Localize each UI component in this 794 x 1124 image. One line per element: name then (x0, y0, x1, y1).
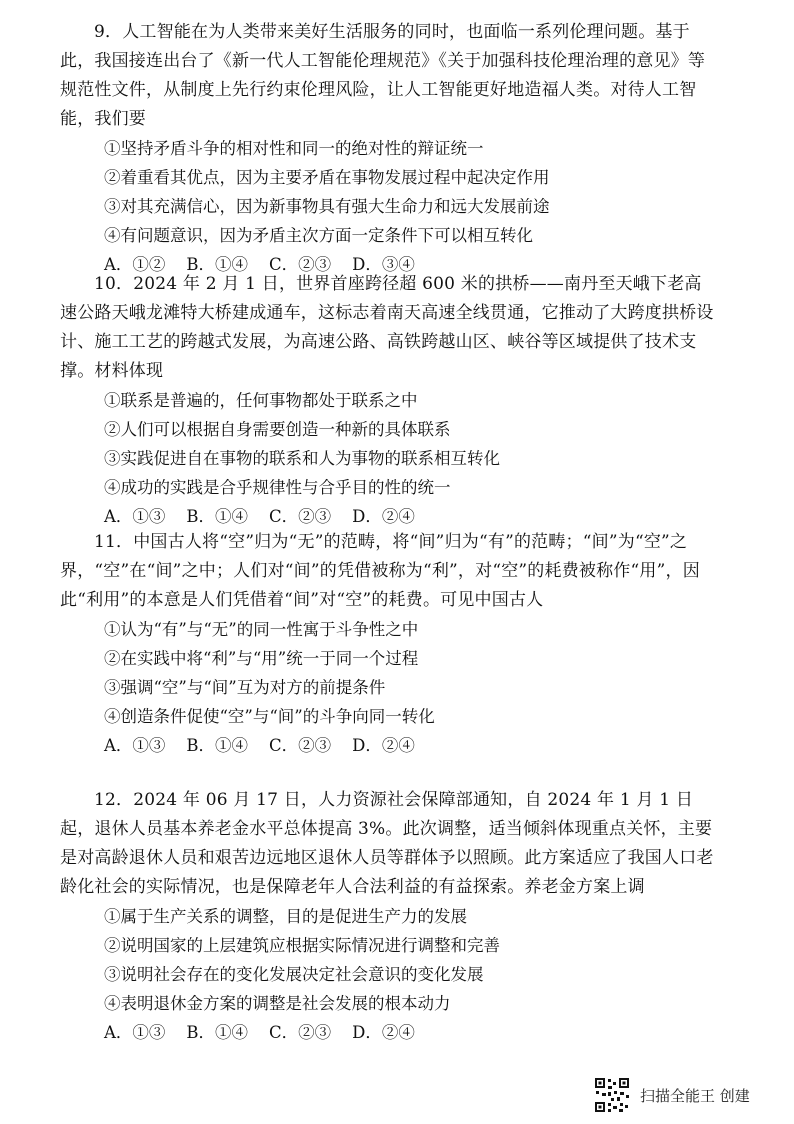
option-3: ③说明社会存在的变化发展决定社会意识的变化发展 (104, 965, 484, 984)
question-12 (60, 786, 716, 1047)
option-3: ③对其充满信心，因为新事物具有强大生命力和远大发展前途 (104, 197, 550, 216)
question-stem: 12．2024 年 06 月 17 日，人力资源社会保障部通知，自 2024 年 1 月 1 日起，退休人员基本养老金水平总体提高 3%。此次调整，适当倾斜体现重点关怀，主要是对高龄退休人员和艰苦边远地区退休人员等群体予以照顾。此方案适应了我国人口老龄化社会的实际情况，也是保障老年人合法利益的有益探索。养老金方案上调 (60, 790, 714, 897)
qr-code-icon (594, 1077, 630, 1113)
answer-choices: A．①③ B．①④ C．②③ D．②④ (104, 736, 415, 755)
option-4: ④有问题意识，因为矛盾主次方面一定条件下可以相互转化 (104, 226, 533, 245)
option-2: ②在实践中将“利”与“用”统一于同一个过程 (104, 649, 419, 668)
option-2: ②人们可以根据自身需要创造一种新的具体联系 (104, 420, 451, 439)
question-10 (60, 270, 716, 531)
watermark-text: 扫描全能王 创建 (640, 1086, 750, 1105)
answer-choices: A．①③ B．①④ C．②③ D．②④ (104, 507, 415, 526)
question-11 (60, 528, 716, 760)
option-4: ④成功的实践是合乎规律性与合乎目的性的统一 (104, 478, 451, 497)
question-9 (60, 18, 716, 279)
option-1: ①认为“有”与“无”的同一性寓于斗争性之中 (104, 620, 419, 639)
option-3: ③实践促进自在事物的联系和人为事物的联系相互转化 (104, 449, 500, 468)
answer-choices: A．①③ B．①④ C．②③ D．②④ (104, 1023, 415, 1042)
option-2: ②着重看其优点，因为主要矛盾在事物发展过程中起决定作用 (104, 168, 550, 187)
option-1: ①属于生产关系的调整，目的是促进生产力的发展 (104, 907, 467, 926)
option-3: ③强调“空”与“间”互为对方的前提条件 (104, 678, 386, 697)
answer-choices: A．①② B．①④ C．②③ D．③④ (104, 255, 415, 274)
option-4: ④表明退休金方案的调整是社会发展的根本动力 (104, 994, 451, 1013)
question-stem: 10．2024 年 2 月 1 日，世界首座跨径超 600 米的拱桥——南丹至天峨下老高速公路天峨龙滩特大桥建成通车，这标志着南天高速全线贯通，它推动了大跨度拱桥设计、施工工艺的跨越式发展，为高速公路、高铁跨越山区、峡谷等区域提供了技术支撑。材料体现 (60, 274, 714, 381)
option-2: ②说明国家的上层建筑应根据实际情况进行调整和完善 (104, 936, 500, 955)
question-stem: 11．中国古人将“空”归为“无”的范畴，将“间”归为“有”的范畴；“间”为“空”之界，“空”在“间”之中；人们对“间”的凭借被称为“利”，对“空”的耗费被称作“用”，因此“利用”的本意是人们凭借着“间”对“空”的耗费。可见中国古人 (60, 532, 700, 610)
scanner-watermark (594, 1070, 774, 1120)
option-1: ①坚持矛盾斗争的相对性和同一的绝对性的辩证统一 (104, 139, 484, 158)
option-1: ①联系是普遍的，任何事物都处于联系之中 (104, 391, 418, 410)
option-4: ④创造条件促使“空”与“间”的斗争向同一转化 (104, 707, 435, 726)
question-stem: 9．人工智能在为人类带来美好生活服务的同时，也面临一系列伦理问题。基于此，我国接连出台了《新一代人工智能伦理规范》《关于加强科技伦理治理的意见》等规范性文件，从制度上先行约束伦理风险，让人工智能更好地造福人类。对待人工智能，我们要 (60, 22, 706, 129)
